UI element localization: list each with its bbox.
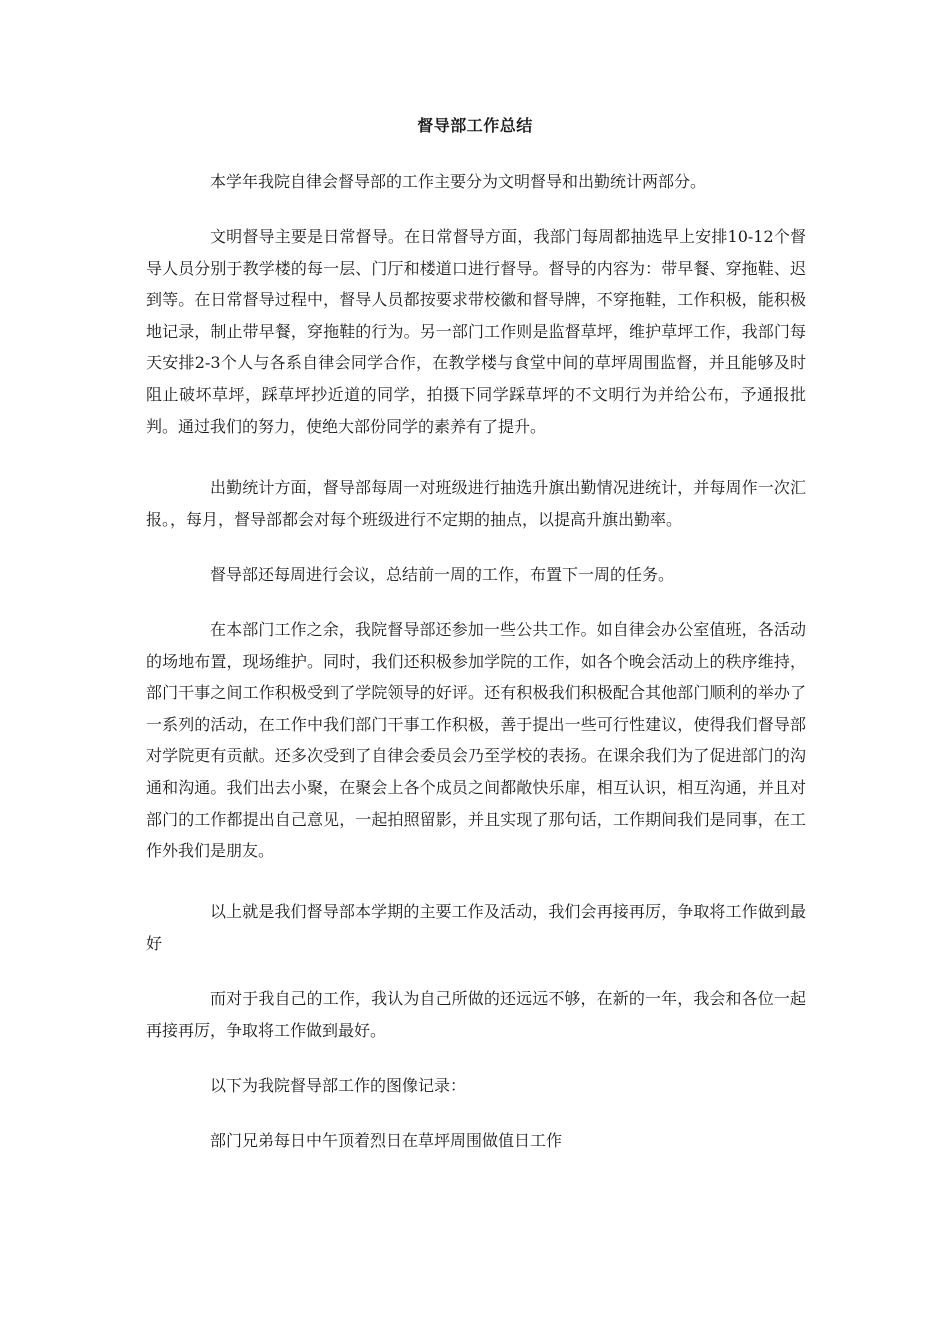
photo-caption: 部门兄弟每日中午顶着烈日在草坪周围做值日工作 [210, 1131, 563, 1150]
paragraph-attendance-statistics: 出勤统计方面，督导部每周一对班级进行抽选升旗出勤情况进统计，并每周作一次汇报。，每月，督导部都会对每个班级进行不定期的抽点，以提高升旗出勤率。 [146, 478, 806, 529]
paragraph-intro: 本学年我院自律会督导部的工作主要分为文明督导和出勤统计两部分。 [210, 172, 707, 191]
paragraph-public-work: 在本部门工作之余，我院督导部还参加一些公共工作。如自律会办公室值班，各活动的场地布置，现场维护。同时，我们还积极参加学院的工作，如各个晚会活动上的秩序维持，部门干事之间工作积极受到了学院领导的好评。还有积极我们积极配合其他部门顺利的举办了一系列的活动，在工作中我们部门干事工作积极，善于提出一些可行性建议，使得我们督导部对学院更有贡献。还多次受到了自律会委员会乃至学校的表扬。在课余我们为了促进部门的沟通和沟通。我们出去小聚，在聚会上各个成员之间都敞快乐扉，相互认识，相互沟通，并且对部门的工作都提出自己意见，一起拍照留影，并且实现了那句话，工作期间我们是同事，在工作外我们是朋友。 [146, 620, 806, 861]
paragraph-weekly-meeting: 督导部还每周进行会议，总结前一周的工作，布置下一周的任务。 [210, 565, 675, 584]
paragraph-photo-intro: 以下为我院督导部工作的图像记录： [210, 1076, 467, 1095]
document-title: 督导部工作总结 [417, 116, 533, 135]
paragraph-summary: 以上就是我们督导部本学期的主要工作及活动，我们会再接再厉，争取将工作做到最好 [146, 902, 806, 953]
paragraph-personal-reflection: 而对于我自己的工作，我认为自己所做的还远远不够，在新的一年，我会和各位一起再接再厉，争取将工作做到最好。 [146, 989, 806, 1040]
paragraph-civility-supervision: 文明督导主要是日常督导。在日常督导方面，我部门每周都抽选早上安排10-12个督导人员分别于教学楼的每一层、门厅和楼道口进行督导。督导的内容为：带早餐、穿拖鞋、迟到等。在日常督导过程中，督导人员都按要求带校徽和督导牌，不穿拖鞋，工作积极，能积极地记录，制止带早餐，穿拖鞋的行为。另一部门工作则是监督草坪，维护草坪工作，我部门每天安排2-3个人与各系自律会同学合作，在教学楼与食堂中间的草坪周围监督，并且能够及时阻止破坏草坪，踩草坪抄近道的同学，拍摄下同学踩草坪的不文明行为并给公布，予通报批判。通过我们的努力，使绝大部份同学的素养有了提升。 [146, 227, 806, 436]
